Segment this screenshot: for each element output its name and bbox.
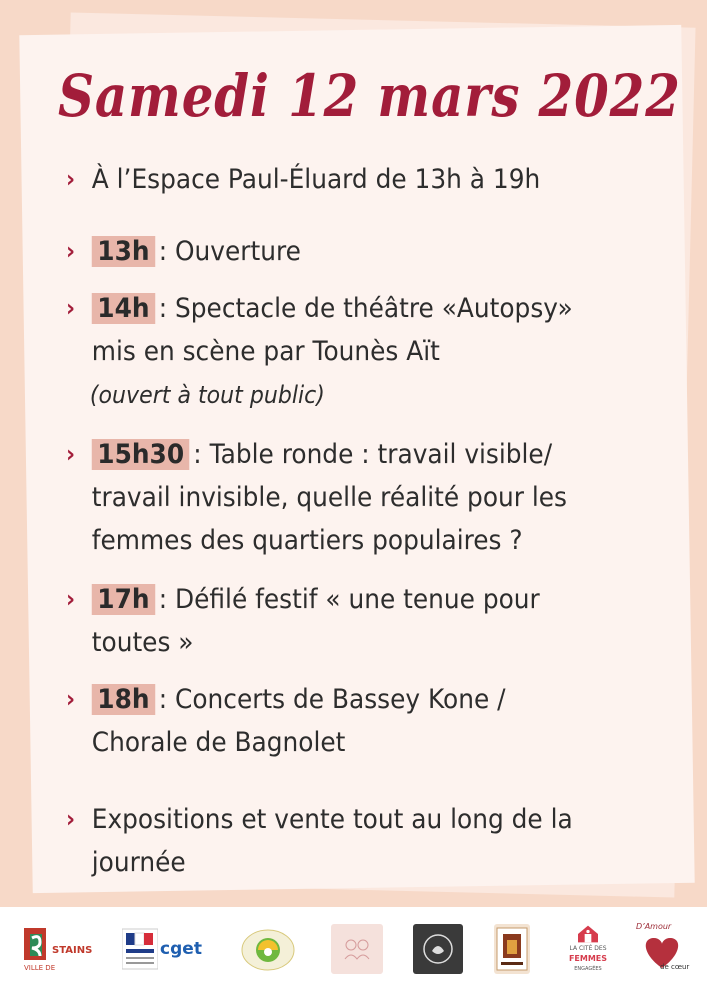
cget-label: cget [160,939,202,959]
time-badge: 13h [92,236,155,267]
list-item-15h30 [66,433,567,562]
theatre-emblem-icon [495,926,529,972]
sisters-emblem-icon [337,929,377,969]
cite-des-femmes-logo [560,924,616,974]
stains-logo [22,924,92,974]
item-text: À l’Espace Paul-Éluard de 13h à 19h [91,164,541,195]
time-badge: 14h [92,293,155,324]
item-text: toutes » [91,627,194,658]
item-text: femmes des quartiers populaires ? [91,525,523,556]
item-text: : Spectacle de théâtre «Autopsy» [158,293,573,324]
item-text: : Concerts de Bassey Kone / [158,684,506,715]
item-note: (ouvert à tout public) [89,381,325,409]
association-logo [240,924,296,974]
chevron-right-icon: › [66,805,76,833]
amour-label: D’Amour [636,922,672,931]
circle-emblem-icon [418,929,458,969]
coeur-label: de cœur [660,963,690,971]
list-item-17h [66,578,540,664]
soeurs-unies-logo [331,924,383,974]
chevron-right-icon: › [66,440,76,468]
page-title: Samedi 12 mars 2022 [58,62,681,130]
time-badge: 17h [92,584,155,615]
cite-label-3: ENGAGÉES [574,966,602,972]
chevron-right-icon: › [66,237,76,265]
theatre-logo [494,924,530,974]
list-item-14h [66,287,573,417]
list-item-18h [66,678,506,764]
cite-label-2: FEMMES [568,954,608,963]
chevron-right-icon: › [66,294,76,322]
item-text: Chorale de Bagnolet [91,727,346,758]
stains-label: STAINS [52,945,93,956]
list-item-venue [66,158,540,201]
time-badge: 15h30 [92,439,190,470]
association-emblem-icon [240,924,296,974]
chevron-right-icon: › [66,165,76,193]
item-text: journée [91,847,186,878]
item-text: Expositions et vente tout au long de la [91,804,573,835]
chevron-right-icon: › [66,685,76,713]
cget-logo [122,924,202,974]
item-text: mis en scène par Tounès Aït [91,336,440,367]
house-icon [574,924,602,944]
amour-de-coeur-logo [634,924,690,974]
item-text: : Table ronde : travail visible/ [193,439,553,470]
republique-francaise-icon [122,927,158,971]
circle-association-logo [413,924,463,974]
list-item-expositions [66,798,573,884]
cite-label-1: LA CITÉ DES [569,945,607,952]
ville-de-label: VILLE DE [24,964,56,972]
list-item-13h [66,230,301,273]
item-text: travail invisible, quelle réalité pour les [91,482,567,513]
item-text: : Défilé festif « une tenue pour [158,584,540,615]
item-text: : Ouverture [158,236,301,267]
time-badge: 18h [92,684,155,715]
chevron-right-icon: › [66,585,76,613]
